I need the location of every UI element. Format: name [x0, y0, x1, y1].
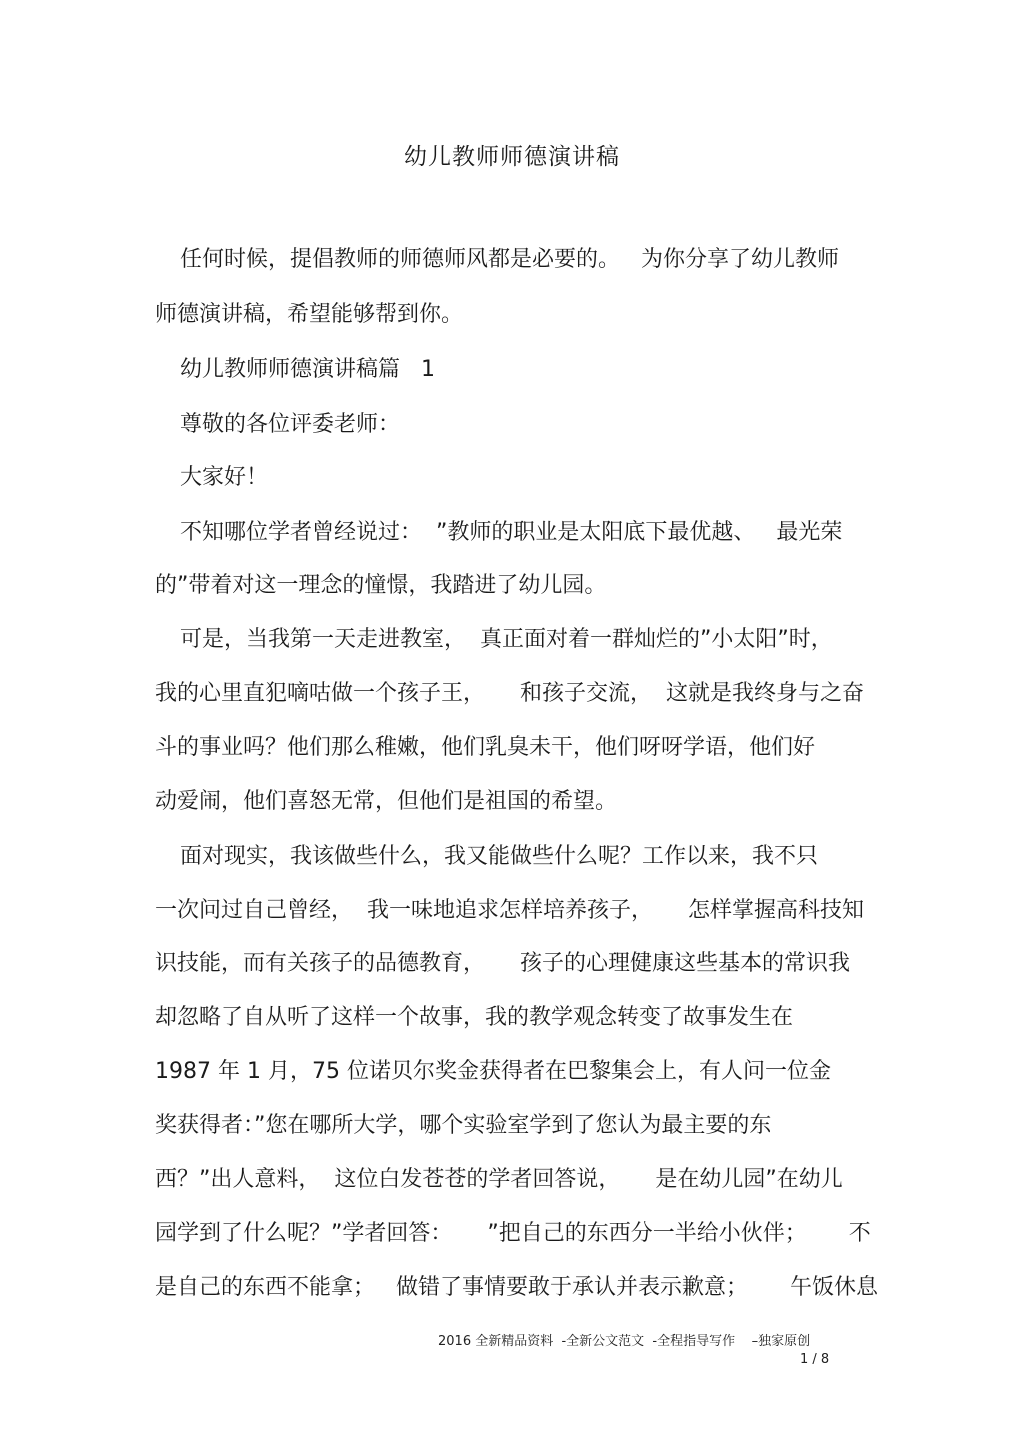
paragraph-line: 却忽略了自从听了这样一个故事，我的教学观念转变了故事发生在 [155, 1005, 794, 1030]
document-title: 幼儿教师师德演讲稿 [404, 144, 620, 170]
paragraph-line: 奖获得者：”您在哪所大学，哪个实验室学到了您认为最主要的东 [155, 1113, 772, 1138]
paragraph-line: 我的心里直犯嘀咕做一个孩子王， 和孩子交流， 这就是我终身与之奋 [155, 681, 864, 706]
paragraph-line: 是自己的东西不能拿； 做错了事情要敢于承认并表示歉意； 午饭休息 [155, 1275, 878, 1300]
paragraph-line: 一次问过自己曾经， 我一味地追求怎样培养孩子， 怎样掌握高科技知 [155, 898, 864, 923]
paragraph-line: 的”带着对这一理念的憧憬，我踏进了幼儿园。 [155, 573, 607, 598]
paragraph-line: 任何时候，提倡教师的师德师风都是必要的。 为你分享了幼儿教师 [180, 247, 839, 272]
paragraph-line: 园学到了什么呢？”学者回答： ”把自己的东西分一半给小伙伴； 不 [155, 1221, 871, 1246]
paragraph-line: 识技能，而有关孩子的品德教育， 孩子的心理健康这些基本的常识我 [155, 951, 850, 976]
paragraph-line: 1987 年 1 月，75 位诺贝尔奖金获得者在巴黎集会上，有人问一位金 [155, 1059, 831, 1084]
footer-text: 2016 全新精品资料 -全新公文范文 -全程指导写作 –独家原创 [438, 1334, 811, 1349]
greeting: 大家好！ [180, 465, 269, 490]
paragraph-line: 不知哪位学者曾经说过： ”教师的职业是太阳底下最优越、 最光荣 [180, 520, 843, 545]
section-heading: 幼儿教师师德演讲稿篇 1 [180, 357, 435, 382]
paragraph-line: 可是，当我第一天走进教室， 真正面对着一群灿烂的”小太阳”时， [180, 627, 833, 652]
page-number: 1 / 8 [800, 1352, 830, 1367]
paragraph-line: 西？”出人意料， 这位白发苍苍的学者回答说， 是在幼儿园”在幼儿 [155, 1167, 843, 1192]
paragraph-line: 面对现实，我该做些什么，我又能做些什么呢？工作以来，我不只 [180, 844, 819, 869]
paragraph-line: 斗的事业吗？他们那么稚嫩，他们乳臭未干，他们呀呀学语，他们好 [155, 735, 816, 760]
paragraph-line: 动爱闹，他们喜怒无常，但他们是祖国的希望。 [155, 789, 618, 814]
paragraph-line: 师德演讲稿，希望能够帮到你。 [155, 302, 464, 327]
salutation: 尊敬的各位评委老师： [180, 412, 401, 437]
